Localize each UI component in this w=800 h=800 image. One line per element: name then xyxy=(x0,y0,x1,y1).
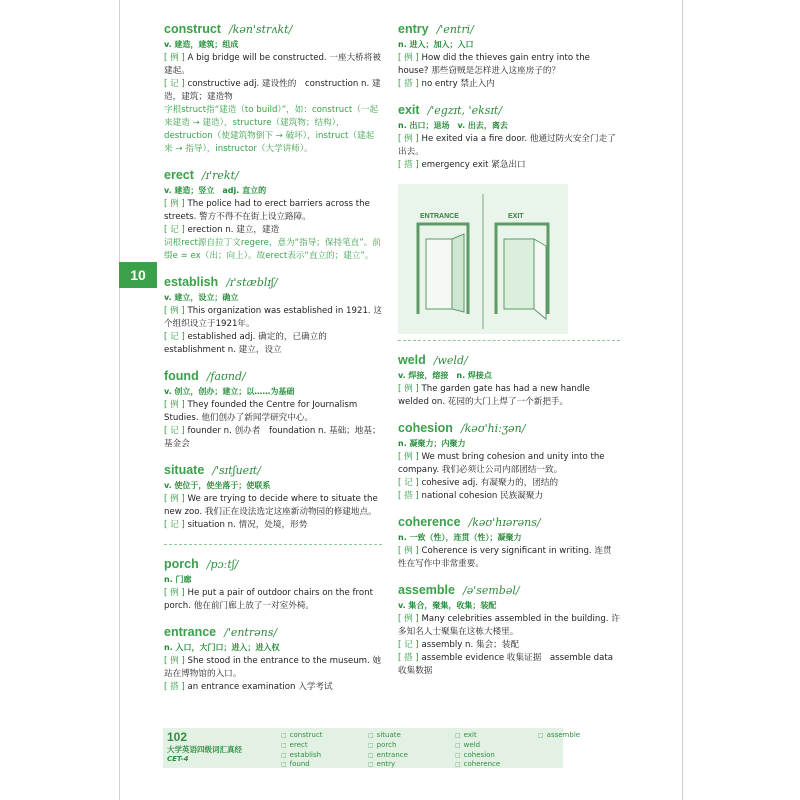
example-sentence: She stood in the entrance to the museum. 她站在博物馆的入口。 xyxy=(164,656,382,679)
example-sentence: How did the thieves gain entry into the house? 那些窃贼是怎样进入这座房子的？ xyxy=(398,53,590,76)
line-tag: [ 记 ] xyxy=(164,426,188,436)
entry-line-ex xyxy=(164,305,382,331)
entry-line-root xyxy=(164,104,382,156)
right-column xyxy=(398,22,620,690)
entry-line-ex xyxy=(164,52,382,78)
phonetic: /ɪ'stæblɪʃ/ xyxy=(226,276,278,289)
entry-line-plain xyxy=(164,681,382,694)
headword: situate xyxy=(164,463,205,477)
index-word: □ porch xyxy=(368,741,408,751)
entry-line-plain xyxy=(164,331,382,357)
entry-head xyxy=(164,463,382,477)
entry-line-plain xyxy=(164,519,382,532)
entry-head xyxy=(164,22,382,36)
entry-line-plain xyxy=(398,639,620,652)
phonetic: /'egzɪt, 'eksɪt/ xyxy=(427,104,503,117)
left-column xyxy=(164,22,382,706)
phonetic: /'entri/ xyxy=(436,23,474,36)
definition: v. 焊接，熔接 n. 焊接点 xyxy=(398,371,492,380)
entrance-exit-illustration xyxy=(398,184,568,334)
entry-head xyxy=(398,22,620,36)
example-sentence: We must bring cohesion and unity into the company. 我们必须让公司内部团结一致。 xyxy=(398,452,605,475)
headword: coherence xyxy=(398,515,461,529)
line-tag: [ 例 ] xyxy=(164,306,188,316)
entry-line-ex xyxy=(398,451,620,477)
index-word: □ assemble xyxy=(538,731,580,741)
line-tag: [ 搭 ] xyxy=(398,79,422,89)
example-sentence: They founded the Centre for Journalism Studies. 他们创办了新闻学研究中心。 xyxy=(164,400,358,423)
example-sentence: He put a pair of outdoor chairs on the front porch. 他在前门廊上放了一对室外椅。 xyxy=(164,588,373,611)
note-text: cohesive adj. 有凝聚力的，团结的 xyxy=(421,478,559,488)
definition: n. 出口；退场 v. 出去，离去 xyxy=(398,121,508,130)
index-word: □ entrance xyxy=(368,751,408,761)
example-sentence: He exited via a fire door. 他通过防火安全门走了出去。 xyxy=(398,134,616,157)
entry-head xyxy=(164,168,382,182)
phonetic: /kəʊ'hiːʒən/ xyxy=(460,422,526,435)
doors-drawing xyxy=(398,184,568,334)
entry-line-plain xyxy=(398,159,620,172)
entry-porch xyxy=(164,557,382,613)
entry-line-pos xyxy=(164,573,382,587)
entry-head xyxy=(164,369,382,383)
definition: v. 使位于，使坐落于；使联系 xyxy=(164,481,271,490)
index-word: □ situate xyxy=(368,731,408,741)
entry-line-ex xyxy=(164,198,382,224)
series-label: CET-4 xyxy=(167,755,189,763)
entry-assemble xyxy=(398,583,620,678)
phonetic: /ə'sembəl/ xyxy=(462,584,520,597)
entry-line-plain xyxy=(164,425,382,451)
entry-line-ex xyxy=(398,52,620,78)
etymology-note: 字根struct指“建造（to build）”，如：construct（一起来建造 → 建造），structure（建筑物；结构），destruction（使建筑物倒下 → 破坏），instruct（建起来 → 指导），instructor（大学讲师）。 xyxy=(164,105,379,154)
example-sentence: The police had to erect barriers across the streets. 警方不得不在街上设立路障。 xyxy=(164,199,370,222)
index-word: □ erect xyxy=(281,741,323,751)
phonetic: /kəʊ'hɪərəns/ xyxy=(468,516,541,529)
entry-line-ex xyxy=(164,655,382,681)
note-text: assemble evidence 收集证据 assemble data 收集数据 xyxy=(398,653,614,676)
entry-line-plain xyxy=(398,490,620,503)
book-title: 大学英语四级词汇真经 xyxy=(167,745,242,754)
example-sentence: A big bridge will be constructed. 一座大桥将被建起。 xyxy=(164,53,381,76)
example-sentence: Coherence is very significant in writing. 连贯性在写作中非常重要。 xyxy=(398,546,612,569)
line-tag: [ 例 ] xyxy=(164,400,188,410)
entry-head xyxy=(398,353,620,367)
definition: n. 入口，大门口；进入；进入权 xyxy=(164,643,280,652)
definition: n. 凝聚力；内聚力 xyxy=(398,439,466,448)
index-word: □ coherence xyxy=(455,760,500,770)
entry-line-ex xyxy=(398,133,620,159)
line-tag: [ 例 ] xyxy=(164,656,188,666)
example-sentence: We are trying to decide where to situate the new zoo. 我们正在设法选定这座新动物园的修建地点。 xyxy=(164,494,378,517)
headword: porch xyxy=(164,557,199,571)
page-number: 102 xyxy=(167,730,188,744)
phonetic: /kən'strʌkt/ xyxy=(228,23,293,36)
entry-line-plain xyxy=(398,78,620,91)
note-text: constructive adj. 建设性的 construction n. 建造，建筑；建造物 xyxy=(164,79,381,102)
line-tag: [ 例 ] xyxy=(398,53,422,63)
index-word: □ cohesion xyxy=(455,751,500,761)
phonetic: /'sɪtʃueɪt/ xyxy=(212,464,261,477)
note-text: an entrance examination 入学考试 xyxy=(187,682,333,692)
note-text: founder n. 创办者 foundation n. 基础；地基；基金会 xyxy=(164,426,381,449)
index-column xyxy=(538,731,580,741)
line-tag: [ 记 ] xyxy=(398,478,422,488)
chapter-tab: 10 xyxy=(119,262,157,288)
entry-line-plain xyxy=(164,224,382,237)
entry-line-pos xyxy=(164,385,382,399)
note-text: emergency exit 紧急出口 xyxy=(421,160,526,170)
entry-situate xyxy=(164,463,382,532)
entry-head xyxy=(164,275,382,289)
phonetic: /ɪ'rekt/ xyxy=(201,169,239,182)
entry-head xyxy=(164,625,382,639)
entry-exit xyxy=(398,103,620,172)
headword: weld xyxy=(398,353,426,367)
note-text: assembly n. 集会；装配 xyxy=(421,640,519,650)
line-tag: [ 例 ] xyxy=(398,546,422,556)
section-divider xyxy=(398,340,620,341)
headword: establish xyxy=(164,275,219,289)
note-text: no entry 禁止入内 xyxy=(421,79,495,89)
entry-line-root xyxy=(164,237,382,263)
entry-coherence xyxy=(398,515,620,571)
entry-line-pos xyxy=(398,437,620,451)
index-column xyxy=(368,731,408,770)
line-tag: [ 例 ] xyxy=(164,199,188,209)
definition: n. 一致（性），连贯（性）；凝聚力 xyxy=(398,533,522,542)
index-word: □ exit xyxy=(455,731,500,741)
headword: entrance xyxy=(164,625,217,639)
entry-line-plain xyxy=(164,78,382,104)
entry-line-pos xyxy=(164,38,382,52)
entry-line-ex xyxy=(398,613,620,639)
etymology-note: 词根rect源自拉丁文regere，意为“指导；保持笔直”。前缀e = ex（出；向上）。故erect表示“直立的；建立”。 xyxy=(164,238,381,261)
entry-line-pos xyxy=(164,184,382,198)
line-tag: [ 例 ] xyxy=(398,134,422,144)
note-text: established adj. 确定的，已确立的 establishment n. 建立，设立 xyxy=(164,332,336,355)
entry-line-ex xyxy=(398,545,620,571)
headword: construct xyxy=(164,22,221,36)
headword: cohesion xyxy=(398,421,453,435)
definition: n. 门廊 xyxy=(164,575,192,584)
entry-weld xyxy=(398,353,620,409)
headword: assemble xyxy=(398,583,455,597)
page-footer xyxy=(163,728,581,769)
definition: v. 建造；竖立 adj. 直立的 xyxy=(164,186,267,195)
entry-line-pos xyxy=(398,38,620,52)
entry-line-pos xyxy=(164,479,382,493)
entry-line-pos xyxy=(398,599,620,613)
phonetic: /'entrəns/ xyxy=(224,626,278,639)
entry-construct xyxy=(164,22,382,156)
entry-head xyxy=(398,515,620,529)
definition: v. 集合，聚集，收集；装配 xyxy=(398,601,497,610)
index-column xyxy=(455,731,500,770)
example-sentence: The garden gate has had a new handle welded on. 花园的大门上焊了一个新把手。 xyxy=(398,384,590,407)
definition: v. 建立，设立；确立 xyxy=(164,293,239,302)
index-word: □ weld xyxy=(455,741,500,751)
headword: exit xyxy=(398,103,420,117)
section-divider xyxy=(164,544,382,545)
note-text: national cohesion 民族凝聚力 xyxy=(421,491,544,501)
entry-line-plain xyxy=(398,652,620,678)
entry-found xyxy=(164,369,382,451)
entry-line-ex xyxy=(164,493,382,519)
line-tag: [ 记 ] xyxy=(164,225,188,235)
exit-sign: EXIT xyxy=(508,213,524,220)
line-tag: [ 例 ] xyxy=(164,53,188,63)
line-tag: [ 例 ] xyxy=(398,452,422,462)
entry-line-pos xyxy=(164,291,382,305)
index-word: □ establish xyxy=(281,751,323,761)
entry-head xyxy=(164,557,382,571)
line-tag: [ 搭 ] xyxy=(398,653,422,663)
line-tag: [ 搭 ] xyxy=(398,160,422,170)
index-word: □ construct xyxy=(281,731,323,741)
entry-line-pos xyxy=(164,641,382,655)
note-text: erection n. 建立，建造 xyxy=(187,225,280,235)
entrance-sign: ENTRANCE xyxy=(420,213,459,220)
book-page xyxy=(119,0,683,800)
definition: v. 创立，创办；建立；以……为基础 xyxy=(164,387,295,396)
entry-establish xyxy=(164,275,382,357)
entry-line-pos xyxy=(398,369,620,383)
line-tag: [ 例 ] xyxy=(398,614,422,624)
phonetic: /pɔːtʃ/ xyxy=(206,558,239,571)
entry-line-ex xyxy=(164,587,382,613)
line-tag: [ 记 ] xyxy=(164,332,188,342)
phonetic: /faʊnd/ xyxy=(206,370,246,383)
phonetic: /weld/ xyxy=(433,354,468,367)
line-tag: [ 例 ] xyxy=(164,588,188,598)
line-tag: [ 记 ] xyxy=(398,640,422,650)
entry-head xyxy=(398,583,620,597)
entry-head xyxy=(398,103,620,117)
index-word: □ found xyxy=(281,760,323,770)
line-tag: [ 搭 ] xyxy=(164,682,188,692)
entry-erect xyxy=(164,168,382,263)
headword: erect xyxy=(164,168,194,182)
definition: v. 建造，建筑；组成 xyxy=(164,40,239,49)
headword: found xyxy=(164,369,199,383)
entry-entrance xyxy=(164,625,382,694)
example-sentence: This organization was established in 1921. 这个组织设立于1921年。 xyxy=(164,306,382,329)
index-column xyxy=(281,731,323,770)
entry-line-ex xyxy=(164,399,382,425)
entry-head xyxy=(398,421,620,435)
headword: entry xyxy=(398,22,429,36)
line-tag: [ 搭 ] xyxy=(398,491,422,501)
definition: n. 进入；加入；入口 xyxy=(398,40,474,49)
entry-line-pos xyxy=(398,531,620,545)
entry-cohesion xyxy=(398,421,620,503)
line-tag: [ 例 ] xyxy=(164,494,188,504)
note-text: situation n. 情况，处境，形势 xyxy=(187,520,308,530)
line-tag: [ 记 ] xyxy=(164,520,188,530)
line-tag: [ 例 ] xyxy=(398,384,422,394)
entry-entry xyxy=(398,22,620,91)
index-word: □ entry xyxy=(368,760,408,770)
entry-line-ex xyxy=(398,383,620,409)
entry-line-pos xyxy=(398,119,620,133)
example-sentence: Many celebrities assembled in the building. 许多知名人士聚集在这栋大楼里。 xyxy=(398,614,620,637)
line-tag: [ 记 ] xyxy=(164,79,188,89)
entry-line-plain xyxy=(398,477,620,490)
